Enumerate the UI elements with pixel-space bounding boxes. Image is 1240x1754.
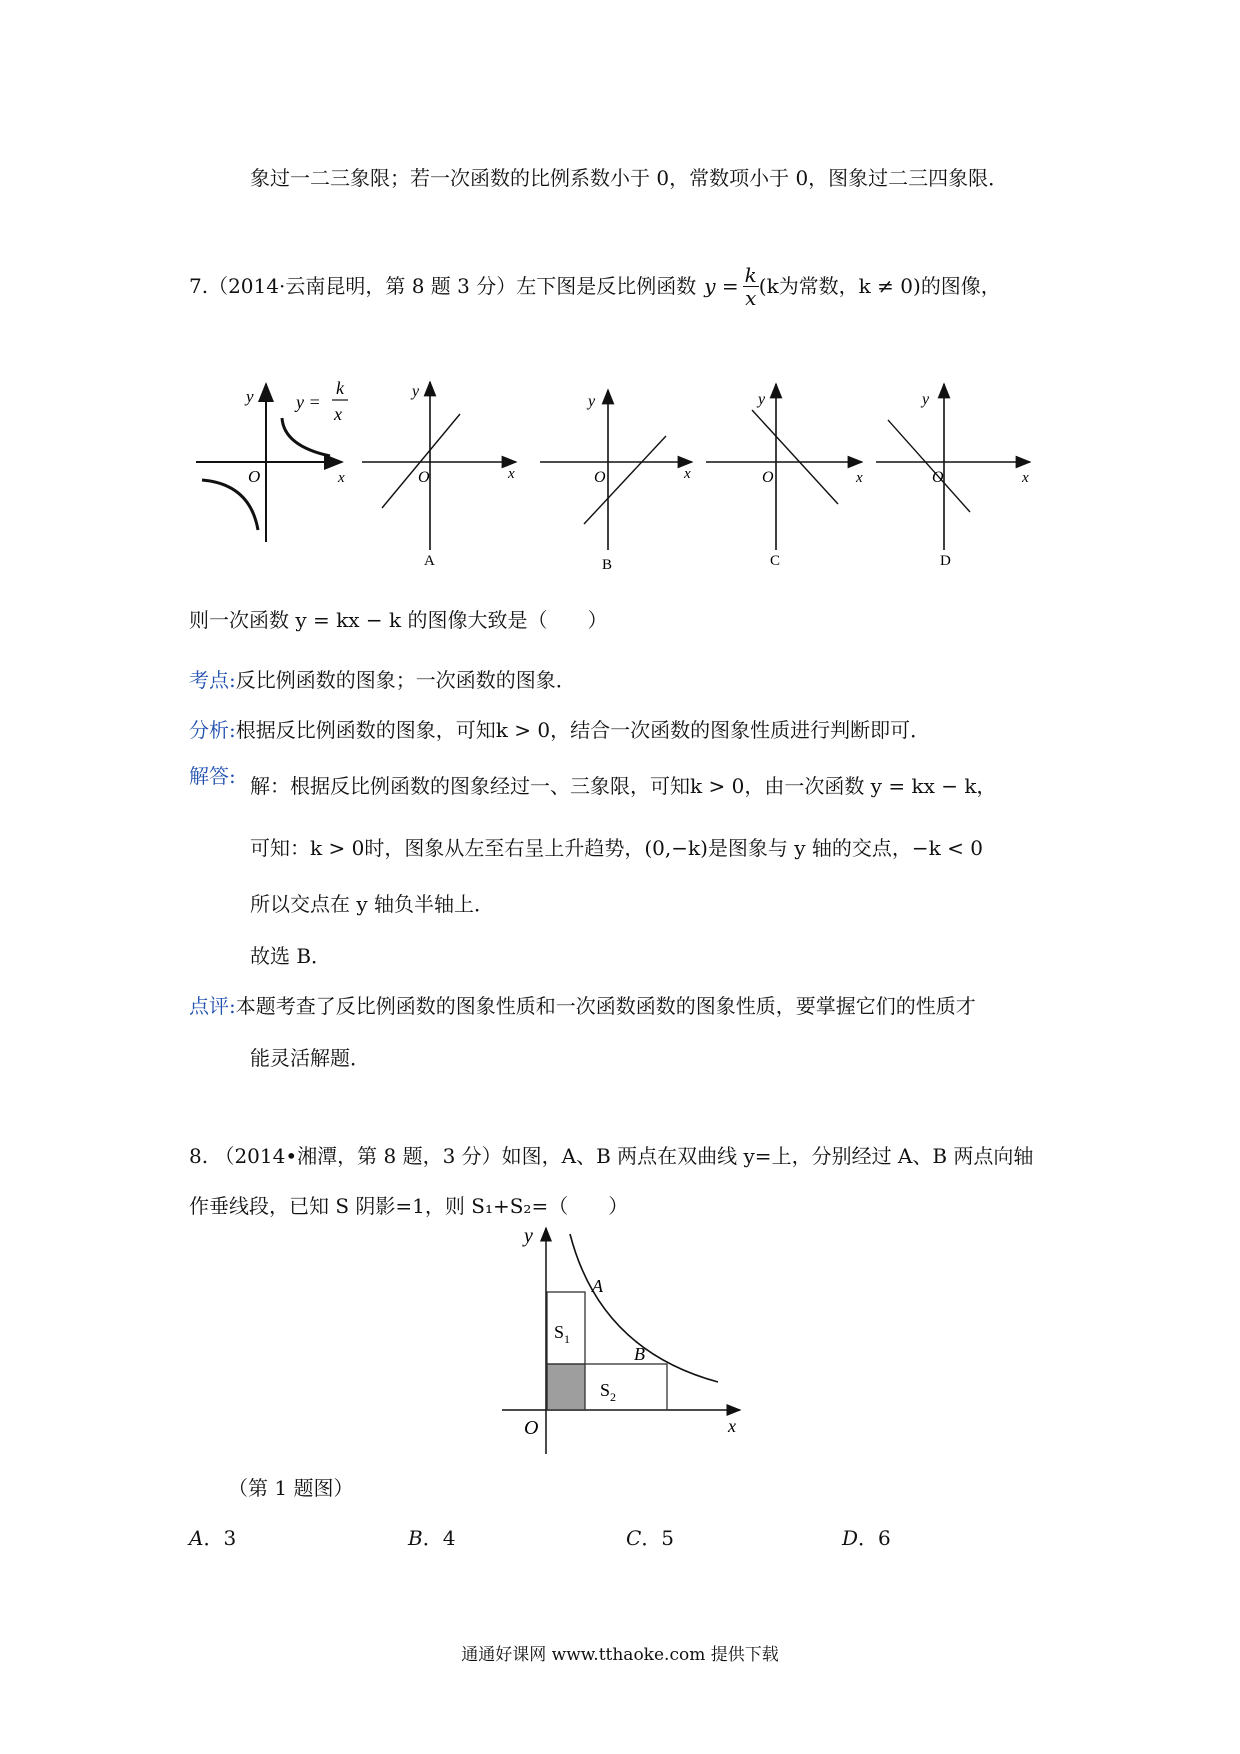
line-d xyxy=(888,420,970,512)
label-y: y xyxy=(412,383,420,400)
q8-line-2: 作垂线段，已知 S 阴影=1，则 S₁+S₂=（ ） xyxy=(189,1194,629,1218)
label-o: O xyxy=(932,469,944,486)
choice-letter: B xyxy=(408,1526,423,1550)
hyperbola-branch-2 xyxy=(202,480,258,530)
q8-line-1: 8. （2014•湘潭，第 8 题，3 分）如图，A、B 两点在双曲线 y=上，分别经过 A、B 两点向轴 xyxy=(189,1144,1034,1168)
kaodian-text: 反比例函数的图象；一次函数的图象． xyxy=(235,668,576,692)
curve-label-lhs: y = xyxy=(296,392,321,412)
label-x: x xyxy=(338,470,345,486)
fenxi-text: 根据反比例函数的图象，可知k > 0，结合一次函数的图象性质进行判断即可． xyxy=(235,718,931,742)
label-y: y xyxy=(246,387,254,406)
fig-label-y: y xyxy=(524,1225,533,1247)
line-c xyxy=(752,410,838,504)
label-o: O xyxy=(248,467,261,486)
kaodian-label: 考点: xyxy=(189,668,236,692)
q7-heading xyxy=(189,258,1001,314)
q7-formula-rest: (k为常数，k ≠ 0) xyxy=(758,274,921,298)
inverse-function-graph xyxy=(196,378,348,542)
label-y: y xyxy=(922,391,930,408)
label-x: x xyxy=(856,470,863,486)
option-c-graph xyxy=(706,384,863,569)
shaded-rect xyxy=(547,1364,585,1410)
q7-fenxi xyxy=(189,716,930,744)
option-c-label: C xyxy=(770,553,781,569)
curve-label-num: k xyxy=(336,378,344,398)
label-o: O xyxy=(762,469,774,486)
label-x: x xyxy=(684,466,691,482)
curve-label-den: x xyxy=(334,404,342,424)
choice-text: ．4 xyxy=(422,1526,456,1550)
option-b-graph xyxy=(540,390,692,573)
q7-formula-fraction xyxy=(743,264,759,309)
choice-text: ．6 xyxy=(858,1526,891,1550)
option-b-label: B xyxy=(602,557,613,573)
label-o: O xyxy=(594,469,606,486)
line-a xyxy=(382,414,460,508)
choice-text: ．3 xyxy=(203,1526,237,1550)
label-o: O xyxy=(418,469,430,486)
option-a-label: A xyxy=(424,553,435,569)
fig-label-a: A xyxy=(592,1276,603,1296)
q6-tail-text: 象过一二三象限；若一次函数的比例系数小于 0，常数项小于 0，图象过二三四象限． xyxy=(250,166,1009,190)
choice-text: ．5 xyxy=(641,1526,675,1550)
q7-kaodian xyxy=(189,666,576,694)
q7-dianping xyxy=(189,992,976,1020)
q7-formula-den: x xyxy=(745,285,757,310)
choice-letter: C xyxy=(626,1526,642,1550)
q8-figure xyxy=(490,1220,750,1460)
q7-prefix: 7.（2014·云南昆明，第 8 题 3 分）左下图是反比例函数 xyxy=(189,274,697,298)
q8-caption: （第 1 题图） xyxy=(228,1476,354,1500)
page-footer: 通通好课网 www.tthaoke.com 提供下载 xyxy=(461,1645,779,1665)
jieda-label: 解答: xyxy=(189,764,236,788)
dianping-line-2: 能灵活解题． xyxy=(250,1046,370,1070)
label-y: y xyxy=(588,393,596,410)
q7-formula-num: k xyxy=(744,262,757,287)
fig-label-s1: $S_1$ xyxy=(554,1322,571,1346)
label-x: x xyxy=(1022,470,1029,486)
jieda-line-1: 解：根据反比例函数的图象经过一、三象限，可知k > 0，由一次函数 y = kx − k， xyxy=(250,774,997,798)
choice-letter: A xyxy=(189,1526,204,1550)
label-y: y xyxy=(758,391,766,408)
jieda-line-2: 可知：k > 0时，图象从左至右呈上升趋势，(0,−k)是图象与 y 轴的交点，−k < 0 xyxy=(250,836,983,860)
jieda-line-4: 故选 B． xyxy=(250,944,332,968)
choice-letter: D xyxy=(842,1526,859,1550)
fig-label-s2: $S_2$ xyxy=(600,1380,617,1404)
jieda-line-3: 所以交点在 y 轴负半轴上． xyxy=(250,892,495,916)
option-d-graph xyxy=(876,384,1030,569)
q7-graphs xyxy=(0,370,1240,590)
dianping-text-1: 本题考查了反比例函数的图象性质和一次函数函数的图象性质，要掌握它们的性质才 xyxy=(235,994,976,1018)
q8-choice-c xyxy=(626,1524,674,1552)
fig-label-x: x xyxy=(728,1416,736,1436)
q8-choice-a xyxy=(189,1524,236,1552)
q7-question: 则一次函数 y = kx − k 的图像大致是（ ） xyxy=(189,608,608,632)
q8-choice-d xyxy=(842,1524,891,1552)
option-a-graph xyxy=(362,382,516,569)
q7-formula-lhs: y = xyxy=(704,274,739,298)
dianping-label: 点评: xyxy=(189,994,236,1018)
q8-choice-b xyxy=(408,1524,455,1552)
fig-label-o: O xyxy=(524,1417,539,1439)
fig-label-b: B xyxy=(634,1344,645,1364)
label-x: x xyxy=(508,466,515,482)
option-d-label: D xyxy=(940,553,951,569)
hyperbola-branch-1 xyxy=(282,418,330,456)
fenxi-label: 分析: xyxy=(189,718,236,742)
q7-suffix: 的图像， xyxy=(920,274,1001,298)
